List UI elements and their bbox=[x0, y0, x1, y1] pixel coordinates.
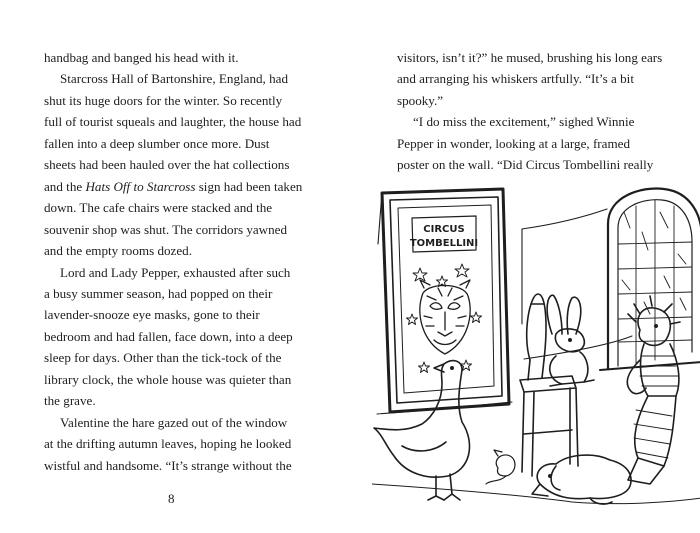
text-line: sheets had been hauled over the hat collections bbox=[44, 157, 290, 173]
left-text-column bbox=[44, 47, 303, 476]
framed-poster bbox=[382, 189, 509, 412]
mouse bbox=[486, 450, 515, 484]
text-run: sign had been taken bbox=[195, 178, 303, 194]
girl bbox=[627, 296, 680, 484]
text-line: wistful and handsome. “It’s strange without the bbox=[44, 457, 292, 473]
text-line: Valentine the hare gazed out of the window bbox=[60, 414, 288, 430]
text-line: poster on the wall. “Did Circus Tombellini really bbox=[397, 157, 654, 173]
arched-window bbox=[600, 188, 700, 370]
text-line: sleep for days. Other than the tick-tock of the bbox=[44, 350, 282, 366]
text-line: souvenir shop was shut. The corridors yawned bbox=[44, 221, 288, 237]
text-line: Lord and Lady Pepper, exhausted after such bbox=[60, 264, 291, 280]
text-line: down. The cafe chairs were stacked and the bbox=[44, 200, 273, 216]
text-line: Pepper in wonder, looking at a large, framed bbox=[397, 135, 631, 151]
page-number: 8 bbox=[168, 491, 175, 506]
illustration bbox=[372, 184, 700, 510]
text-line: lavender-snooze eye masks, gone to their bbox=[44, 307, 260, 323]
dog bbox=[532, 455, 631, 504]
text-line: the grave. bbox=[44, 393, 96, 409]
text-line: visitors, isn’t it?” he mused, brushing his long ears bbox=[397, 50, 663, 65]
right-page bbox=[350, 0, 700, 533]
text-line: Starcross Hall of Bartonshire, England, had bbox=[60, 71, 288, 87]
text-line: library clock, the whole house was quieter than bbox=[44, 371, 292, 387]
text-line: handbag and banged his head with it. bbox=[44, 50, 239, 65]
poster-title-line2: TOMBELLINI bbox=[409, 238, 479, 249]
text-line: and arranging his whiskers artfully. “It’s a bit bbox=[397, 71, 634, 87]
right-text-column bbox=[397, 47, 673, 176]
text-line: full of tourist squeals and laughter, the house had bbox=[44, 114, 302, 130]
hare bbox=[547, 295, 594, 386]
text-line bbox=[44, 176, 303, 197]
text-line: shut its huge doors for the winter. So recently bbox=[44, 92, 283, 108]
sign-name-italic: Hats Off to Starcross bbox=[85, 178, 196, 194]
text-line: and the empty rooms dozed. bbox=[44, 243, 192, 259]
text-line: “I do miss the excitement,” sighed Winnie bbox=[413, 114, 635, 130]
poster-title-line1: CIRCUS bbox=[423, 224, 465, 235]
tiger-face bbox=[420, 280, 470, 354]
text-line: a busy summer season, had popped on their bbox=[44, 285, 273, 301]
text-run: and the bbox=[44, 178, 86, 194]
text-line: fallen into a deep slumber once more. Dust bbox=[44, 135, 270, 151]
text-line: bedroom and had fallen, face down, into a deep bbox=[44, 328, 293, 344]
text-line: at the drifting autumn leaves, hoping he looked bbox=[44, 436, 292, 452]
text-line: spooky.” bbox=[397, 92, 444, 108]
